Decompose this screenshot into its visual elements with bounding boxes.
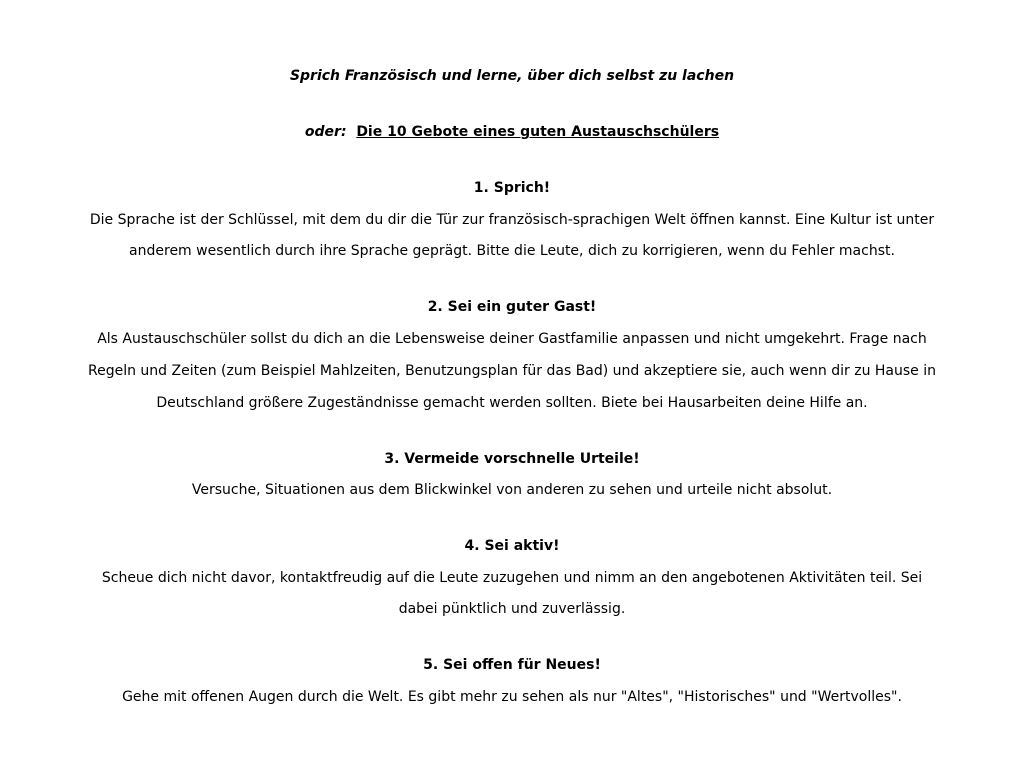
section-heading: 2. Sei ein guter Gast! [427,299,597,315]
section-heading: 5. Sei offen für Neues! [423,657,601,673]
subtitle-link[interactable]: Die 10 Gebote eines guten Austauschschülers [356,124,720,140]
section-heading: 1. Sprich! [473,180,551,196]
section-text-line: Versuche, Situationen aus dem Blickwinkel von anderen zu sehen und urteile nicht absolut. [191,482,833,498]
section-text-line: Scheue dich nicht davor, kontaktfreudig auf die Leute zuzugehen und nimm an den angebotenen Aktivitäten teil. Sei [101,570,923,586]
document-subtitle [0,122,1024,142]
document-title: Sprich Französisch und lerne, über dich selbst zu lachen [289,68,735,84]
section-heading: 4. Sei aktiv! [464,538,560,554]
section-text-line: Die Sprache ist der Schlüssel, mit dem du dir die Tür zur französisch-sprachigen Welt öffnen kannst. Eine Kultur ist unter [89,212,935,228]
section-text-line: Deutschland größere Zugeständnisse gemacht werden sollten. Biete bei Hausarbeiten deine Hilfe an. [156,395,868,411]
section-text-line: Als Austauschschüler sollst du dich an die Lebensweise deiner Gastfamilie anpassen und nicht umgekehrt. Frage nach [97,331,927,347]
subtitle-prefix: oder: [304,124,347,140]
section-text-line: Gehe mit offenen Augen durch die Welt. Es gibt mehr zu sehen als nur "Altes", "Historisches" und "Wertvolles". [122,689,902,705]
section-text-line: anderem wesentlich durch ihre Sprache geprägt. Bitte die Leute, dich zu korrigieren, wenn du Fehler machst. [129,243,895,259]
section-text-line: Regeln und Zeiten (zum Beispiel Mahlzeiten, Benutzungsplan für das Bad) und akzeptiere sie, auch wenn dir zu Hause in [88,363,936,379]
section-text-line: dabei pünktlich und zuverlässig. [398,601,626,617]
section-heading: 3. Vermeide vorschnelle Urteile! [384,451,640,467]
